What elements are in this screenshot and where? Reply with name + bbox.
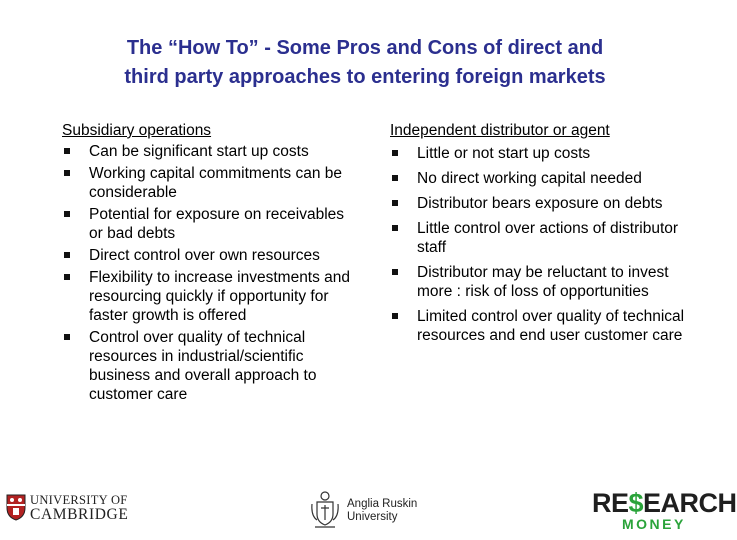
list-item (62, 142, 362, 161)
anglia-line-1: Anglia Ruskin (347, 498, 418, 510)
list-item (62, 328, 362, 404)
list-item-text: Direct control over own resources (89, 247, 320, 264)
money-text: MONEY (622, 516, 686, 532)
dollar-sign-icon: $ (628, 488, 644, 518)
title-line-2: third party approaches to entering foreign markets (124, 66, 606, 88)
distributor-heading: Independent distributor or agent (390, 122, 610, 139)
list-item (62, 164, 362, 202)
square-bullet-icon (64, 148, 70, 154)
list-item-text: Working capital commitments can be considerable (89, 165, 342, 201)
square-bullet-icon (64, 211, 70, 217)
research-money-logo (592, 488, 737, 533)
square-bullet-icon (64, 274, 70, 280)
square-bullet-icon (392, 269, 398, 275)
subsidiary-column (62, 121, 362, 407)
research-prefix: RE (592, 488, 629, 518)
cambridge-line-2: CAMBRIDGE (30, 506, 129, 523)
title-line-1: The “How To” - Some Pros and Cons of direct and (126, 37, 604, 59)
list-item-text: Potential for exposure on receivables or bad debts (89, 206, 345, 242)
list-item-text: Little control over actions of distributor staff (417, 220, 679, 256)
slide-title (40, 34, 690, 92)
square-bullet-icon (392, 313, 398, 319)
cambridge-logo (6, 493, 136, 529)
list-item (390, 219, 700, 257)
cambridge-line-1: UNIVERSITY OF (30, 493, 128, 507)
list-item (390, 169, 700, 188)
square-bullet-icon (64, 170, 70, 176)
distributor-list (390, 144, 700, 345)
list-item-text: Distributor bears exposure on debts (417, 195, 663, 212)
square-bullet-icon (392, 175, 398, 181)
list-item-text: Can be significant start up costs (89, 143, 309, 160)
square-bullet-icon (392, 225, 398, 231)
list-item-text: Control over quality of technical resources in industrial/scientific business and overall approach to customer care (89, 329, 317, 403)
list-item-text: No direct working capital needed (417, 170, 642, 187)
subsidiary-list (62, 142, 362, 404)
anglia-ruskin-crest-icon (310, 490, 340, 530)
square-bullet-icon (64, 334, 70, 340)
square-bullet-icon (392, 200, 398, 206)
list-item (390, 144, 700, 163)
list-item (62, 246, 362, 265)
list-item-text: Flexibility to increase investments and resourcing quickly if opportunity for faster growth is offered (89, 269, 351, 324)
list-item (390, 263, 700, 301)
cambridge-shield-icon (6, 494, 26, 521)
subsidiary-heading: Subsidiary operations (62, 122, 212, 139)
list-item (390, 307, 700, 345)
list-item (62, 205, 362, 243)
anglia-line-2: University (347, 511, 398, 523)
anglia-ruskin-logo (310, 490, 430, 534)
list-item-text: Distributor may be reluctant to invest more : risk of loss of opportunities (417, 264, 669, 300)
list-item-text: Limited control over quality of technical resources and end user customer care (417, 308, 685, 344)
research-suffix: EARCH (643, 488, 737, 518)
list-item (62, 268, 362, 325)
square-bullet-icon (392, 150, 398, 156)
square-bullet-icon (64, 252, 70, 258)
list-item-text: Little or not start up costs (417, 145, 591, 162)
list-item (390, 194, 700, 213)
distributor-column (390, 121, 700, 351)
